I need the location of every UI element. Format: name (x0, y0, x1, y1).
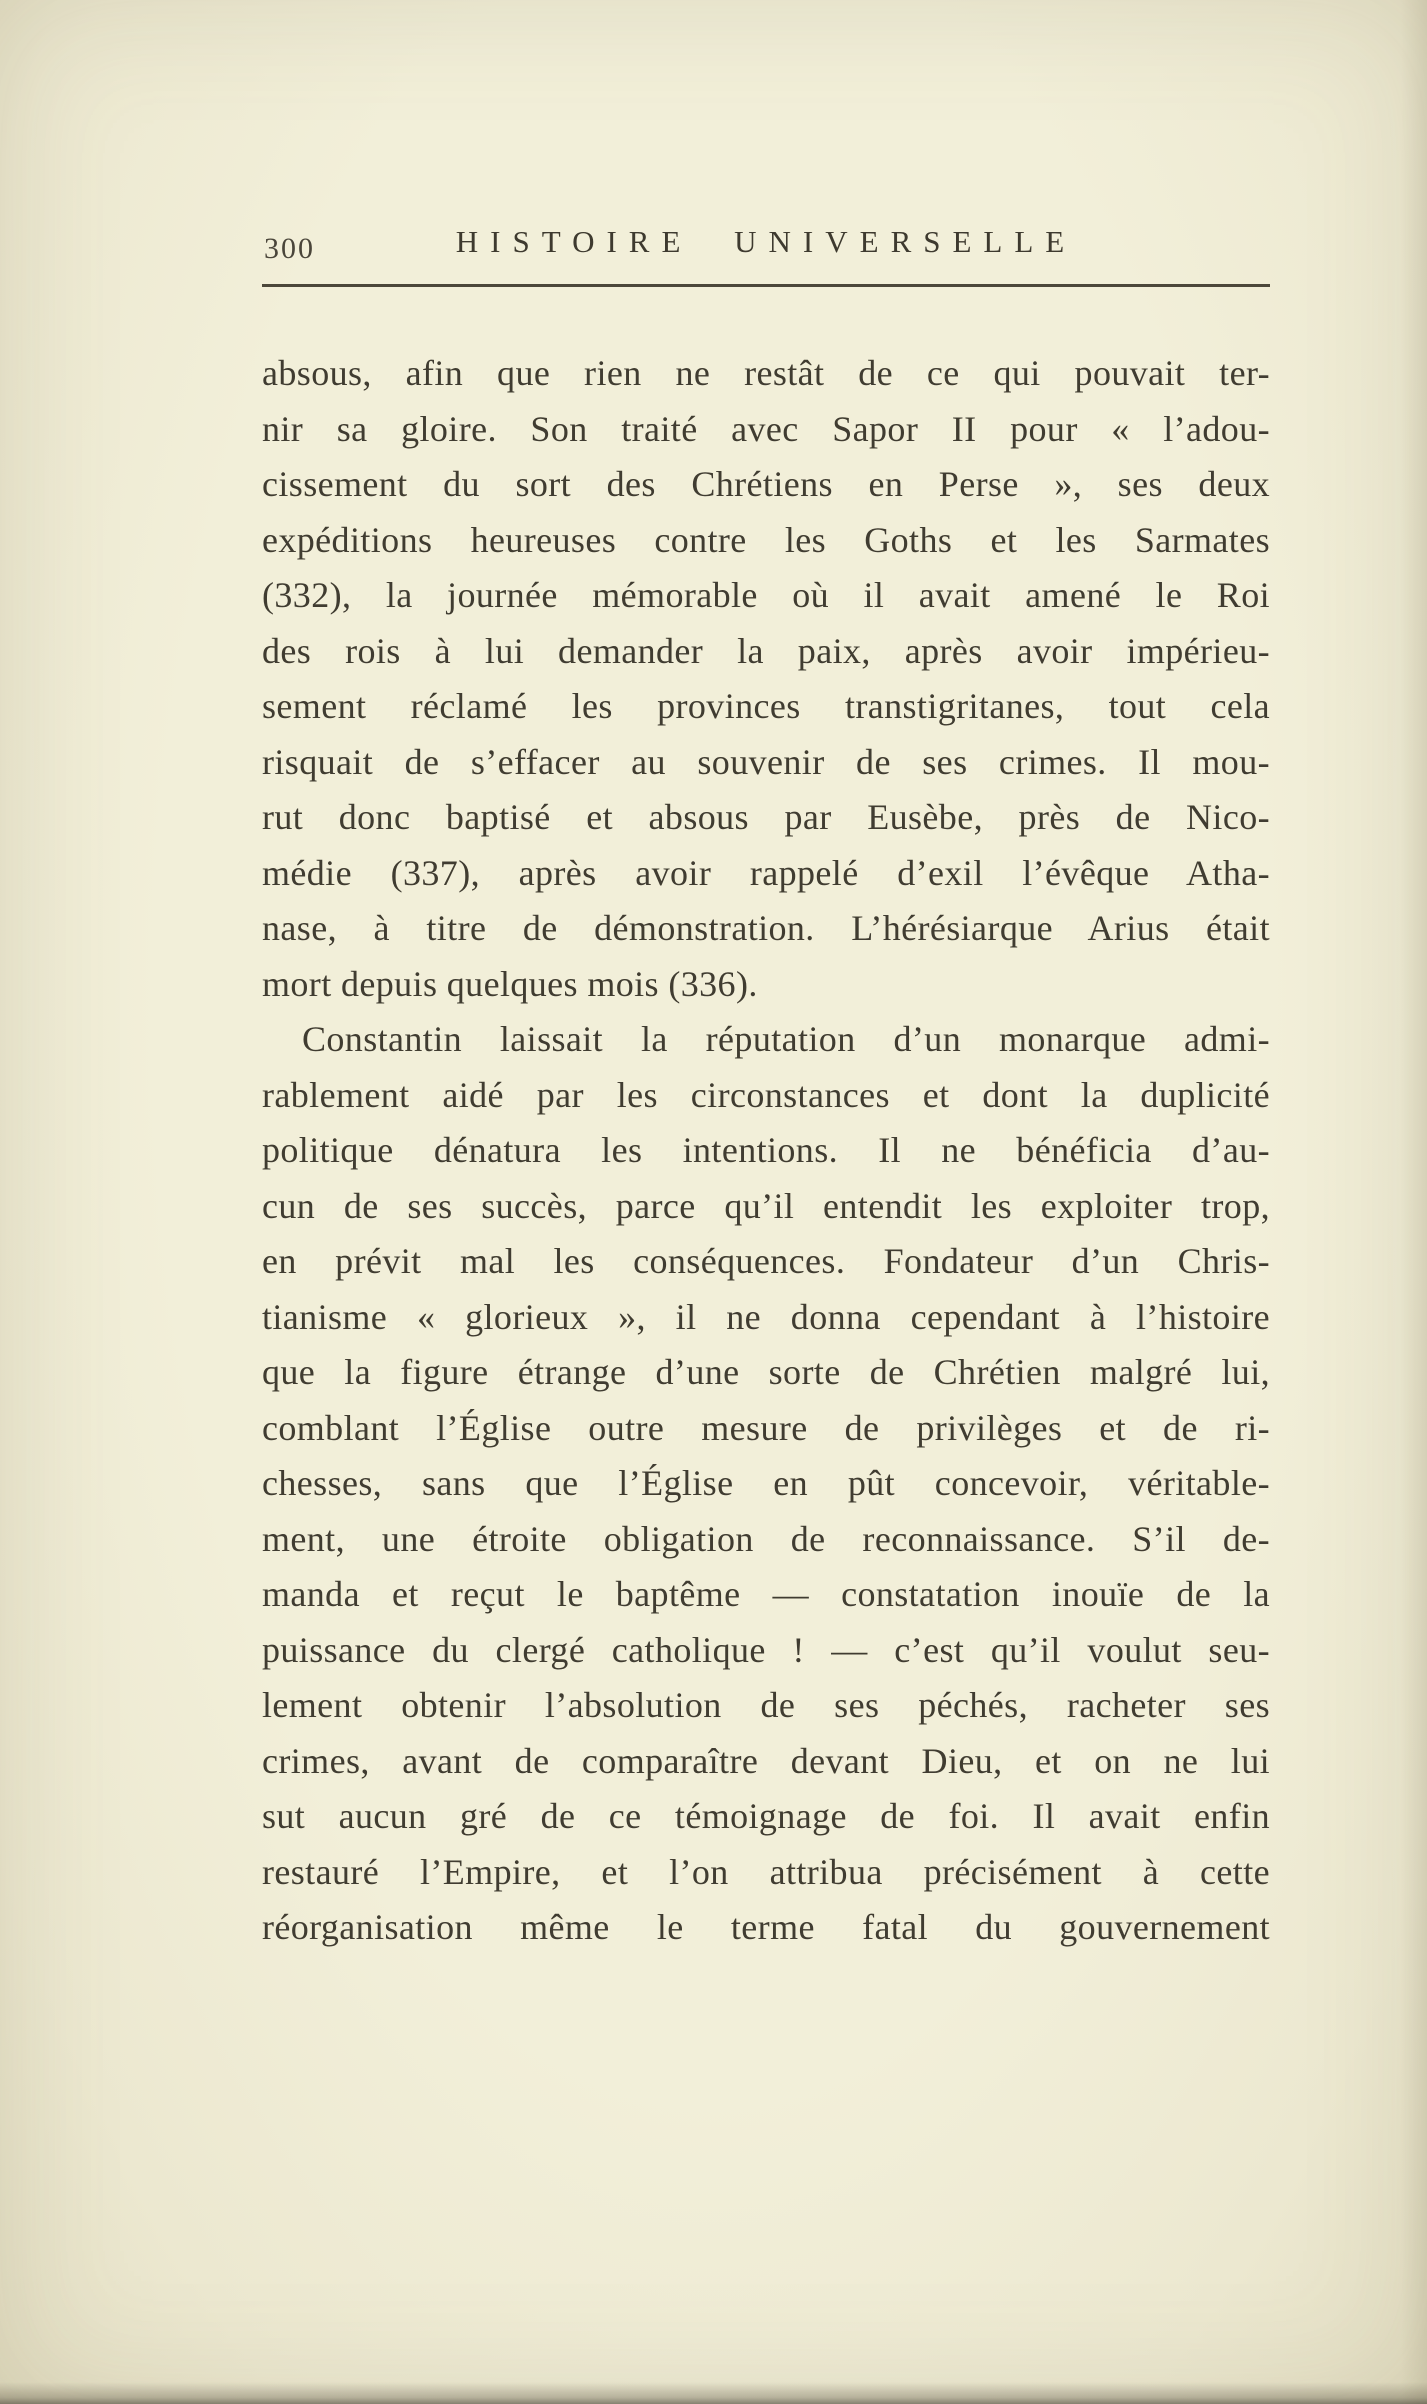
text-line: absous, afin que rien ne restât de ce qui pouvait ter- (262, 353, 1270, 393)
header-rule (262, 284, 1270, 287)
text-line: sut aucun gré de ce témoignage de foi. Il avait enfin (262, 1796, 1270, 1836)
page-number: 300 (264, 232, 315, 265)
page-edge-shadow-bottom (0, 2382, 1427, 2404)
text-line: restauré l’Empire, et l’on attribua précisément à cette (262, 1851, 1270, 1892)
page-edge-shadow-right (1401, 0, 1427, 2404)
text-line: rut donc baptisé et absous par Eusèbe, près de Nico- (262, 797, 1270, 837)
text-line: cun de ses succès, parce qu’il entendit les exploiter trop, (262, 1185, 1270, 1226)
text-line: rablement aidé par les circonstances et dont la duplicité (262, 1074, 1270, 1115)
text-line: expéditions heureuses contre les Goths et les Sarmates (262, 519, 1270, 560)
text-line: nir sa gloire. Son traité avec Sapor II pour « l’adou- (262, 408, 1270, 449)
paragraph (262, 1012, 1270, 1956)
text-line: ment, une étroite obligation de reconnaissance. S’il de- (262, 1518, 1270, 1559)
text-line: chesses, sans que l’Église en pût concevoir, véritable- (262, 1463, 1270, 1503)
text-line: politique dénatura les intentions. Il ne bénéficia d’au- (262, 1130, 1270, 1170)
text-line: sement réclamé les provinces transtigritanes, tout cela (262, 686, 1270, 726)
text-line: des rois à lui demander la paix, après avoir impérieu- (262, 630, 1270, 671)
text-line: crimes, avant de comparaître devant Dieu, et on ne lui (262, 1740, 1270, 1781)
text-line: Constantin laissait la réputation d’un monarque admi- (302, 1019, 1270, 1059)
page-header (262, 222, 1270, 292)
paragraph (262, 346, 1270, 1012)
text-line: nase, à titre de démonstration. L’hérésiarque Arius était (262, 908, 1270, 948)
text-line: risquait de s’effacer au souvenir de ses crimes. Il mou- (262, 741, 1270, 782)
text-line: cissement du sort des Chrétiens en Perse », ses deux (262, 464, 1270, 504)
text-line: réorganisation même le terme fatal du gouvernement (262, 1907, 1270, 1947)
text-line: tianisme « glorieux », il ne donna cependant à l’histoire (262, 1296, 1270, 1337)
text-line: lement obtenir l’absolution de ses péchés, racheter ses (262, 1685, 1270, 1725)
text-line: en prévit mal les conséquences. Fondateur d’un Chris- (262, 1241, 1270, 1281)
text-line: manda et reçut le baptême — constatation inouïe de la (262, 1574, 1270, 1614)
text-line: médie (337), après avoir rappelé d’exil l’évêque Atha- (262, 852, 1270, 893)
running-title: HISTOIRE UNIVERSELLE (455, 224, 1077, 259)
text-line: mort depuis quelques mois (336). (262, 963, 758, 1004)
text-line: puissance du clergé catholique ! — c’est qu’il voulut seu- (262, 1629, 1270, 1670)
text-line: comblant l’Église outre mesure de privilèges et de ri- (262, 1407, 1270, 1448)
text-line: que la figure étrange d’une sorte de Chrétien malgré lui, (262, 1352, 1270, 1392)
text-block (262, 346, 1270, 1956)
text-line: (332), la journée mémorable où il avait amené le Roi (262, 575, 1270, 615)
